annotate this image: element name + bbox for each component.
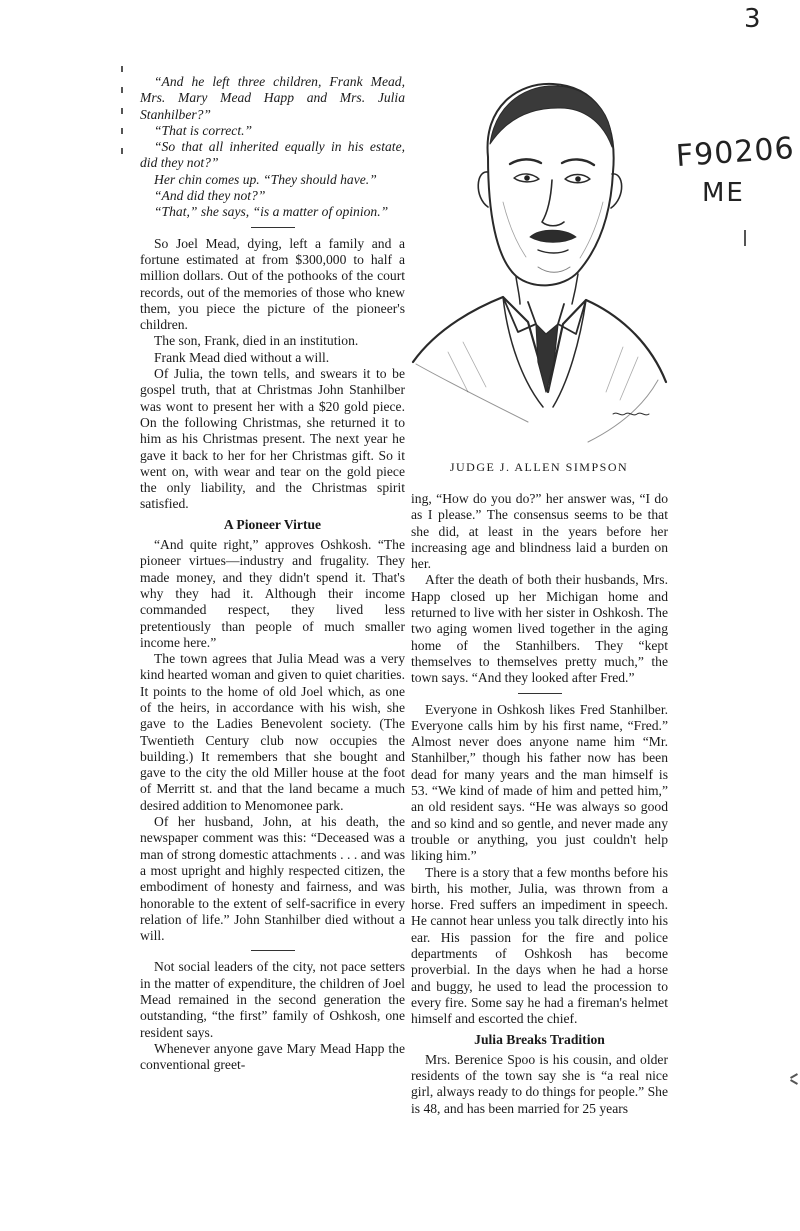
subheading: Julia Breaks Tradition bbox=[474, 1031, 605, 1047]
handwritten-page-number: 3 bbox=[744, 4, 761, 34]
paragraph: “And did they not?” bbox=[154, 188, 266, 204]
paragraph: “That,” she says, “is a matter of opinion.” bbox=[154, 204, 389, 220]
paragraph: After the death of both their husbands, Mrs. Happ closed up her Michigan home and returned to live with her sister in Oshkosh. The two aging women lived together in the aging home of the Stanhilbers. They “kept themselves to themselves pretty much,” the town says. “And they looked after Fred.” bbox=[411, 572, 668, 686]
subheading: A Pioneer Virtue bbox=[223, 516, 322, 532]
edge-mark bbox=[790, 1073, 798, 1079]
paragraph: So Joel Mead, dying, left a family and a fortune estimated at from $300,000 to half a million dollars. Out of the pothooks of the court records, out of the memories of those who knew them, you piece the picture of the pioneer's children. bbox=[140, 235, 405, 333]
paragraph: Of her husband, John, at his death, the newspaper comment was this: “Deceased was a man of strong domestic attachments . . . and was a most upright and highly respected citizen, the embodiment of honesty and fairness, and was honorable to the extent of self-sacrifice in every relation of life.” John Stanhilber died without a will. bbox=[140, 814, 405, 944]
margin-mark bbox=[121, 87, 123, 93]
paragraph: Whenever anyone gave Mary Mead Happ the conventional greet- bbox=[140, 1040, 405, 1073]
paragraph: Everyone in Oshkosh likes Fred Stanhilber. Everyone calls him by his first name, “Fred.” Almost never does anyone name him “Mr. Stanhilber,” though his father now has been dead for many years and the man himself is 53. “We kind of made of him and petted him,” an old resident says. “He was always so good and so kind and so gentle, and never made any trouble or anything, you just couldn't help liking him.” bbox=[411, 701, 668, 864]
paragraph: Not social leaders of the city, not pace setters in the matter of expenditure, the children of Joel Mead remained in the second generation the outstanding, “the first” family of Oshkosh, one resident says. bbox=[140, 959, 405, 1040]
paragraph: “And quite right,” approves Oshkosh. “The pioneer virtues—industry and frugality. They made money, and they didn't spend it. That's why they had it. Although their income commanded respect, they lived less pretentiously than people of much smaller income here.” bbox=[140, 537, 405, 650]
paragraph: Mrs. Berenice Spoo is his cousin, and older residents of the town say she is “a real nice girl, always ready to do things for people.” She is 48, and has been married for 25 years bbox=[411, 1051, 668, 1116]
article-column-right bbox=[411, 491, 668, 1117]
paragraph: “And he left three children, Frank Mead, Mrs. Mary Mead Happ and Mrs. Julia Stanhilber?” bbox=[140, 74, 405, 122]
margin-mark bbox=[121, 148, 123, 154]
paragraph: Her chin comes up. “They should have.” bbox=[154, 171, 377, 187]
paragraph: Of Julia, the town tells, and swears it to be gospel truth, that at Christmas John Stanhilber was wont to present her with a $20 gold piece. On the following Christmas, she returned it to him as his Christmas present. The next year he gave it back to her for her Christmas gift. So it went on, with wear and tear on the gold piece the only liability, and the Christmas spirit satisfied. bbox=[140, 366, 405, 512]
paragraph: The town agrees that Julia Mead was a very kind hearted woman and given to quiet charities. It points to the home of old Joel which, as one of the heirs, in accordance with his wish, she gave to the Ladies Benevolent society. (The Twentieth Century club now occupies the building.) It remembers that she bought and gave to the city the old Miller house at the foot of Merritt st. and that the land became a much desired addition to Menomonee park. bbox=[140, 651, 405, 813]
paragraph: Frank Mead died without a will. bbox=[154, 349, 330, 365]
pen-stroke bbox=[744, 230, 746, 246]
portrait-illustration bbox=[408, 62, 670, 454]
section-divider bbox=[518, 693, 562, 694]
paragraph: ing, “How do you do?” her answer was, “I do as I please.” The consensus seems to be that she did, at least in the years before her increasing age and blindness laid a burden on her. bbox=[411, 491, 668, 572]
handwritten-initials: ME bbox=[702, 178, 745, 208]
edge-mark bbox=[790, 1079, 798, 1085]
handwritten-file-code: F90206 bbox=[674, 130, 796, 175]
portrait-caption: JUDGE J. ALLEN SIMPSON bbox=[449, 460, 629, 474]
margin-mark bbox=[121, 128, 123, 134]
section-divider bbox=[251, 227, 295, 228]
article-column-left bbox=[140, 74, 405, 1074]
paragraph: “So that all inherited equally in his estate, did they not?” bbox=[140, 139, 405, 171]
paragraph: “That is correct.” bbox=[154, 122, 253, 138]
paragraph: There is a story that a few months before his birth, his mother, Julia, was thrown from a horse. Fred suffers an impediment in speech. He cannot hear unless you talk directly into his ear. His passion for the fire and police departments of Oshkosh has become proverbial. In the days when he had a horse and buggy, he used to lead the procession to every fire. Some say he had a fireman's helmet himself and escorted the chief. bbox=[411, 864, 668, 1027]
margin-mark bbox=[121, 108, 123, 114]
margin-mark bbox=[121, 66, 123, 72]
paragraph: The son, Frank, died in an institution. bbox=[154, 333, 359, 349]
section-divider bbox=[251, 950, 295, 951]
